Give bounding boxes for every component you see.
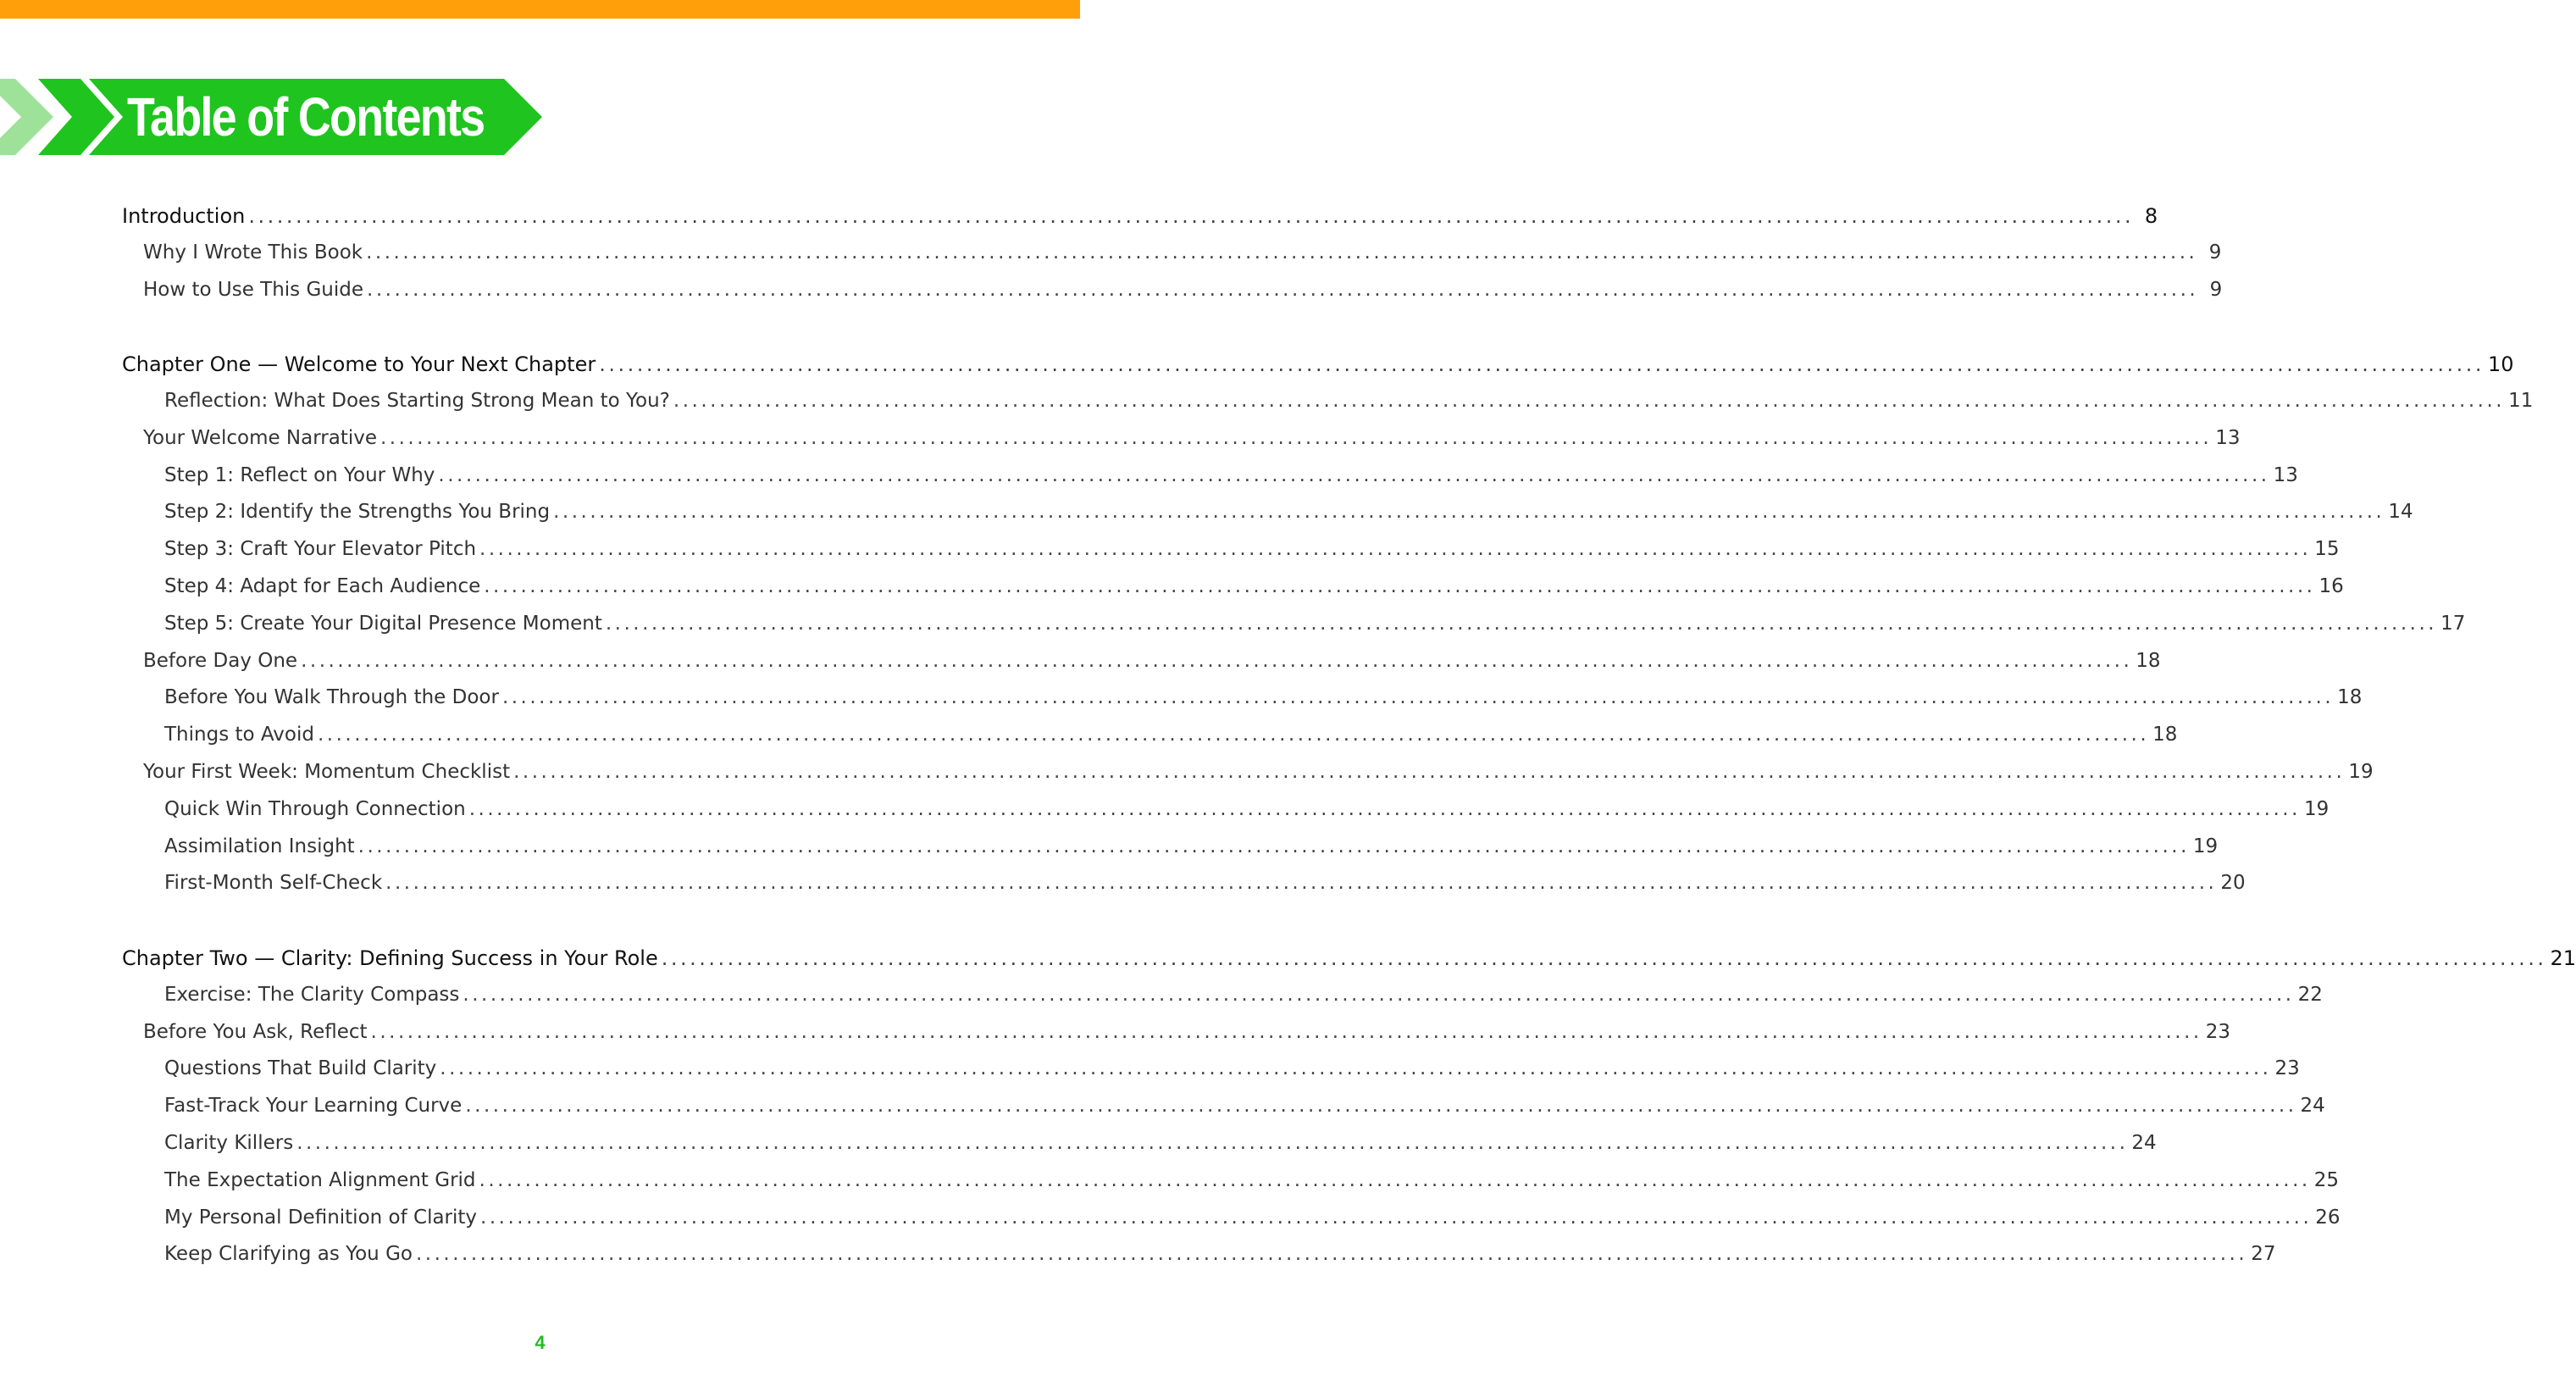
page-title: Table of Contents — [127, 86, 485, 147]
toc-entry-label: Reflection: What Does Starting Strong Mean to You? — [164, 389, 670, 412]
toc-entry-label: Step 1: Reflect on Your Why — [164, 463, 435, 486]
dot-leader: ........................................................................................................................................................................................................ — [301, 649, 2133, 672]
toc-entry-label: Assimilation Insight — [164, 835, 355, 857]
toc-entry[interactable] — [122, 204, 2158, 241]
toc-entry-page: 11 — [2508, 389, 2534, 412]
toc-entry-label: Chapter One — Welcome to Your Next Chapter — [122, 352, 596, 377]
toc-entry-label: Step 2: Identify the Strengths You Bring — [164, 501, 551, 524]
dot-leader: ........................................................................................................................................................................................................ — [605, 612, 2438, 635]
toc-entry[interactable] — [122, 649, 2161, 687]
toc-entry-page: 15 — [2314, 538, 2340, 561]
dot-leader: ........................................................................................................................................................................................................ — [415, 1243, 2248, 1266]
toc-entry[interactable] — [122, 389, 2534, 427]
toc-entry-page: 18 — [2136, 649, 2161, 672]
dot-leader: ........................................................................................................................................................................................................ — [370, 1020, 2202, 1043]
page-number: 4 — [535, 1332, 546, 1353]
toc-entry-page: 8 — [2144, 204, 2158, 228]
toc-entry-page: 19 — [2303, 797, 2329, 820]
toc-entry-page: 14 — [2388, 501, 2413, 524]
toc-entry[interactable] — [122, 686, 2363, 724]
toc-entry-page: 24 — [2300, 1095, 2325, 1118]
dot-leader: ........................................................................................................................................................................................................ — [440, 1057, 2272, 1080]
toc-entry[interactable] — [122, 760, 2374, 798]
toc-entry-label: Your First Week: Momentum Checklist — [143, 760, 511, 783]
toc-entry[interactable] — [122, 1020, 2231, 1058]
toc-entry-label: Introduction — [122, 204, 246, 228]
dot-leader: ........................................................................................................................................................................................................ — [438, 463, 2270, 486]
toc-entry-page: 27 — [2251, 1243, 2276, 1266]
dot-leader: ........................................................................................................................................................................................................ — [673, 389, 2506, 412]
toc-entry[interactable] — [122, 1095, 2325, 1132]
dot-leader: ........................................................................................................................................................................................................ — [479, 1168, 2311, 1191]
dot-leader: ........................................................................................................................................................................................................ — [468, 797, 2301, 820]
toc-entry-label: Step 5: Create Your Digital Presence Moment — [164, 612, 602, 635]
dot-leader: ........................................................................................................................................................................................................ — [317, 724, 2150, 746]
toc-entry-label: Quick Win Through Connection — [164, 797, 466, 820]
toc-entry-label: Questions That Build Clarity — [164, 1057, 437, 1080]
toc-entry-page: 23 — [2205, 1020, 2231, 1043]
toc-entry-page: 20 — [2220, 872, 2246, 895]
dot-leader: ........................................................................................................................................................................................................ — [248, 204, 2135, 228]
toc-entry-label: Clarity Killers — [164, 1131, 294, 1154]
dot-leader: ........................................................................................................................................................................................................ — [599, 352, 2485, 377]
toc-entry-page: 13 — [2273, 463, 2298, 486]
dot-leader: ........................................................................................................................................................................................................ — [296, 1131, 2129, 1154]
toc-entry-label: Chapter Two — Clarity: Defining Success in Your Role — [122, 946, 658, 970]
toc-entry-label: Before Day One — [143, 649, 298, 672]
toc-entry[interactable] — [122, 538, 2340, 575]
dot-leader: ........................................................................................................................................................................................................ — [465, 1095, 2297, 1118]
dot-leader: ........................................................................................................................................................................................................ — [484, 574, 2316, 597]
toc-entry-page: 16 — [2318, 574, 2344, 597]
toc-entry-page: 19 — [2348, 760, 2374, 783]
toc-entry[interactable] — [122, 463, 2298, 502]
toc-entry[interactable] — [122, 612, 2466, 650]
toc-entry-page: 24 — [2131, 1131, 2157, 1154]
toc-entry[interactable] — [122, 574, 2344, 613]
section-gap — [122, 909, 940, 946]
toc-entry-page: 13 — [2215, 426, 2241, 449]
toc-entry-label: Keep Clarifying as You Go — [164, 1243, 413, 1266]
toc-entry-page: 23 — [2274, 1057, 2300, 1080]
toc-entry-page: 17 — [2440, 612, 2466, 635]
toc-entry[interactable] — [122, 1057, 2300, 1095]
title-banner — [0, 79, 551, 155]
toc-entry-label: How to Use This Guide — [143, 278, 364, 301]
toc-entry[interactable] — [122, 501, 2413, 538]
dot-leader: ........................................................................................................................................................................................................ — [479, 538, 2312, 561]
toc-entry-page: 19 — [2192, 835, 2219, 857]
toc-entry-label: Step 4: Adapt for Each Audience — [164, 574, 481, 597]
toc-entry[interactable] — [122, 278, 2223, 316]
toc-entry[interactable] — [122, 1243, 2276, 1280]
chevron-light-icon — [0, 79, 53, 155]
dot-leader: ........................................................................................................................................................................................................ — [463, 983, 2295, 1006]
toc-chapter-entry[interactable] — [122, 946, 2576, 984]
toc-entry-page: 26 — [2315, 1206, 2341, 1229]
toc-entry-page: 18 — [2337, 686, 2363, 709]
toc-entry[interactable] — [122, 797, 2329, 835]
toc-entry-page: 25 — [2313, 1168, 2340, 1191]
toc-entry-page: 9 — [2209, 278, 2223, 301]
toc-entry-label: Before You Ask, Reflect — [143, 1020, 368, 1043]
toc-entry-label: Why I Wrote This Book — [143, 241, 363, 264]
dot-leader: ........................................................................................................................................................................................................ — [385, 872, 2218, 895]
toc-entry-label: Your Welcome Narrative — [143, 426, 377, 449]
toc-chapter-entry[interactable] — [122, 352, 2514, 390]
toc-entry-page: 9 — [2208, 241, 2222, 264]
dot-leader: ........................................................................................................................................................................................................ — [501, 686, 2335, 709]
toc-entry-label: Things to Avoid — [164, 724, 314, 746]
dot-leader: ........................................................................................................................................................................................................ — [553, 501, 2385, 524]
toc-entry-label: Before You Walk Through the Door — [164, 686, 499, 709]
toc-entry[interactable] — [122, 983, 2323, 1021]
top-accent-bar — [0, 0, 1080, 19]
dot-leader: ........................................................................................................................................................................................................ — [357, 835, 2190, 857]
toc-entry-page: 22 — [2297, 983, 2323, 1006]
toc-entry-label: Step 3: Craft Your Elevator Pitch — [164, 538, 477, 561]
toc-entry-page: 10 — [2487, 352, 2514, 377]
toc-entry[interactable] — [122, 426, 2241, 464]
toc-entry[interactable] — [122, 1206, 2341, 1244]
dot-leader: ........................................................................................................................................................................................................ — [367, 278, 2199, 301]
toc-entry-label: Exercise: The Clarity Compass — [164, 983, 460, 1006]
dot-leader: ........................................................................................................................................................................................................ — [513, 760, 2346, 783]
dot-leader: ........................................................................................................................................................................................................ — [380, 426, 2213, 449]
table-of-contents — [122, 204, 2576, 1280]
toc-entry-label: The Expectation Alignment Grid — [164, 1168, 476, 1191]
toc-entry[interactable] — [122, 872, 2246, 909]
toc-entry-label: First-Month Self-Check — [164, 872, 383, 895]
toc-entry-label: Fast-Track Your Learning Curve — [164, 1095, 463, 1118]
dot-leader: ........................................................................................................................................................................................................ — [661, 946, 2547, 970]
toc-entry[interactable] — [122, 241, 2222, 279]
toc-entry[interactable] — [122, 724, 2178, 761]
section-gap — [122, 315, 940, 352]
toc-entry-page: 21 — [2550, 946, 2576, 970]
toc-entry-label: My Personal Definition of Clarity — [164, 1206, 478, 1229]
toc-entry[interactable] — [122, 835, 2219, 873]
dot-leader: ........................................................................................................................................................................................................ — [480, 1206, 2313, 1229]
dot-leader: ........................................................................................................................................................................................................ — [366, 241, 2198, 264]
toc-entry-page: 18 — [2152, 724, 2178, 746]
toc-entry[interactable] — [122, 1168, 2340, 1207]
toc-entry[interactable] — [122, 1131, 2157, 1169]
